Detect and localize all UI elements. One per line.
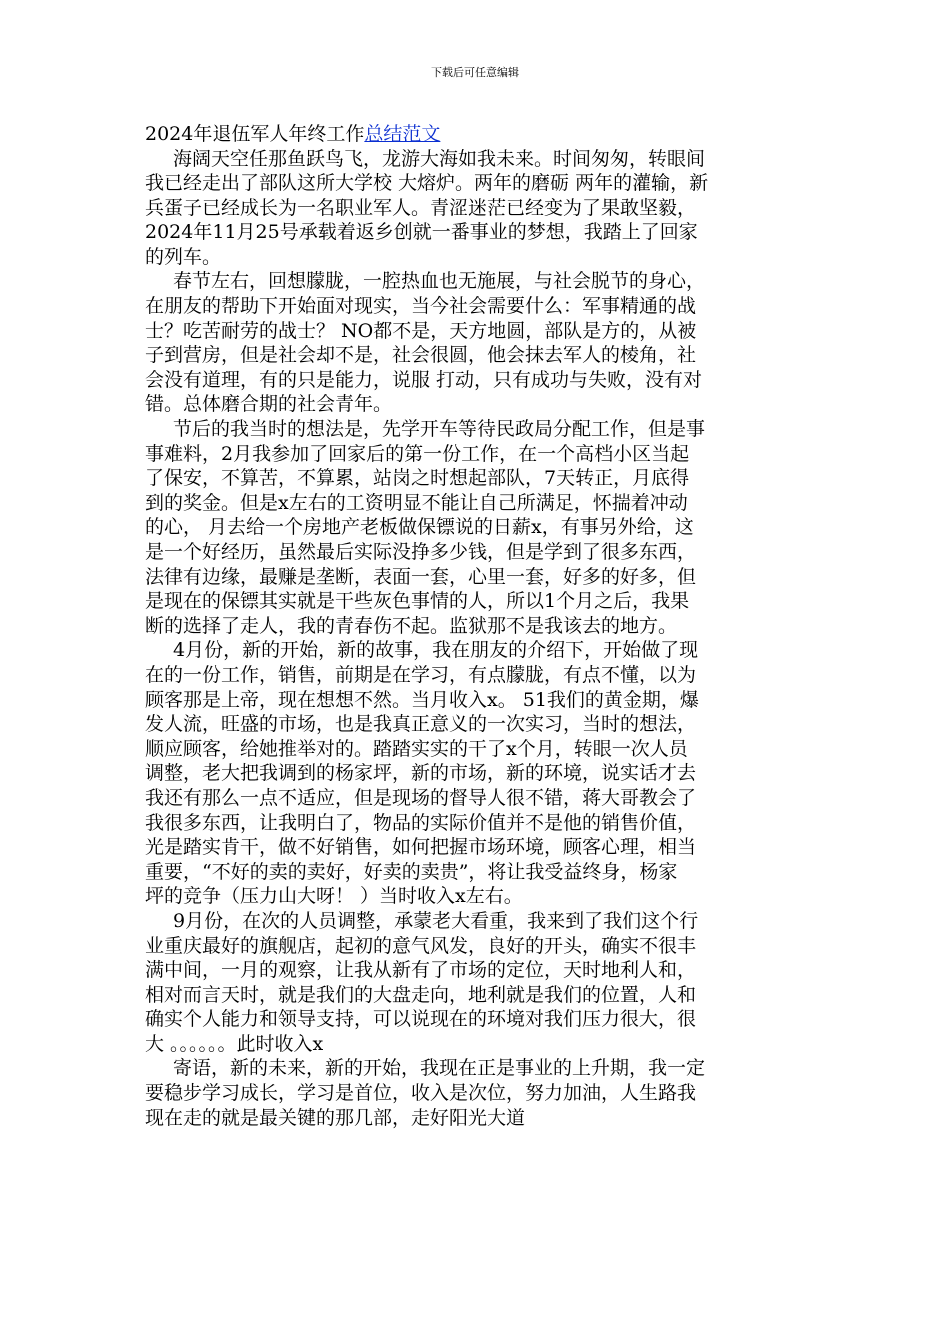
- paragraph-line: 大 。。。。。。此时收入x: [145, 1032, 324, 1055]
- paragraph-line: 相对而言天时，就是我们的大盘走向，地利就是我们的位置，人和: [145, 983, 697, 1006]
- paragraph-line: 顾客那是上帝，现在想想不然。当月收入x。 51我们的黄金期，爆: [145, 688, 699, 711]
- page-header-note: 下载后可任意编辑: [431, 66, 519, 79]
- paragraph-line: 是现在的保镖其实就是干些灰色事情的人，所以1个月之后，我果: [145, 590, 690, 613]
- paragraph-line: 在朋友的帮助下开始面对现实，当今社会需要什么：军事精通的战: [145, 295, 697, 318]
- paragraph-line: 了保安，不算苦，不算累，站岗之时想起部队，7天转正，月底得: [145, 467, 690, 490]
- paragraph-line: 到的奖金。但是x左右的工资明显不能让自己所满足，怀揣着冲动: [145, 491, 688, 514]
- paragraph-line: 的列车。: [145, 245, 222, 268]
- paragraph-line: 9月份，在次的人员调整，承蒙老大看重，我来到了我们这个行: [173, 909, 699, 932]
- paragraph-line: 重要，“不好的卖的卖好，好卖的卖贵”，将让我受益终身，杨家: [145, 860, 678, 883]
- paragraph-line: 我已经走出了部队这所大学校 大熔炉。两年的磨砺 两年的灌输，新: [145, 172, 709, 195]
- paragraph: [145, 269, 808, 417]
- paragraph: [145, 1056, 808, 1130]
- paragraph-line: 2024年11月25号承载着返乡创就一番事业的梦想，我踏上了回家: [145, 221, 698, 244]
- paragraph: [145, 417, 808, 638]
- paragraph-line: 我很多东西，让我明白了，物品的实际价值并不是他的销售价值，: [145, 811, 697, 834]
- paragraph-line: 现在走的就是最关键的那几部，走好阳光大道: [145, 1106, 526, 1129]
- paragraph-line: 光是踏实肯干，做不好销售，如何把握市场环境，顾客心理，相当: [145, 836, 697, 859]
- paragraph-line: 满中间，一月的观察，让我从新有了市场的定位，天时地利人和，: [145, 959, 697, 982]
- paragraph-line: 错。总体磨合期的社会青年。: [145, 393, 393, 416]
- paragraph-line: 顺应顾客，给她推举对的。踏踏实实的干了x个月，转眼一次人员: [145, 737, 688, 760]
- paragraph-line: 兵蛋子已经成长为一名职业军人。青涩迷茫已经变为了果敢坚毅，: [145, 196, 697, 219]
- document-title: [145, 122, 808, 147]
- paragraph: [145, 147, 808, 270]
- paragraph-line: 调整，老大把我调到的杨家坪，新的市场，新的环境，说实话才去: [145, 762, 697, 785]
- paragraph-line: 发人流，旺盛的市场，也是我真正意义的一次实习，当时的想法，: [145, 713, 697, 736]
- paragraph-line: 春节左右，回想朦胧，一腔热血也无施展，与社会脱节的身心，: [173, 270, 706, 293]
- paragraph-line: 海阔天空任那鱼跃鸟飞，龙游大海如我未来。时间匆匆，转眼间: [173, 147, 706, 170]
- paragraph-line: 事难料，2月我参加了回家后的第一份工作，在一个高档小区当起: [145, 442, 690, 465]
- paragraph-list: [145, 147, 808, 1131]
- paragraph-line: 会没有道理，有的只是能力，说服 打动，只有成功与失败，没有对: [145, 368, 703, 391]
- paragraph-line: 节后的我当时的想法是，先学开车等待民政局分配工作，但是事: [173, 418, 706, 441]
- paragraph-line: 坪的竞争（压力山大呀！ ）当时收入x左右。: [145, 885, 523, 908]
- paragraph-line: 4月份，新的开始，新的故事，我在朋友的介绍下，开始做了现: [173, 639, 699, 662]
- paragraph-line: 我还有那么一点不适应，但是现场的督导人很不错，蒋大哥教会了: [145, 786, 697, 809]
- paragraph-line: 在的一份工作，销售，前期是在学习，有点朦胧，有点不懂，以为: [145, 663, 697, 686]
- paragraph: [145, 909, 808, 1057]
- paragraph-line: 要稳步学习成长，学习是首位，收入是次位，努力加油，人生路我: [145, 1082, 697, 1105]
- paragraph-line: 断的选择了走人，我的青春伤不起。监狱那不是我该去的地方。: [145, 614, 678, 637]
- document-body: [145, 122, 808, 1130]
- paragraph: [145, 638, 808, 909]
- paragraph-line: 的心， 月去给一个房地产老板做保镖说的日薪x，有事另外给，这: [145, 516, 694, 539]
- paragraph-line: 寄语，新的未来，新的开始，我现在正是事业的上升期，我一定: [173, 1057, 706, 1080]
- paragraph-line: 业重庆最好的旗舰店，起初的意气风发，良好的开头，确实不很丰: [145, 934, 697, 957]
- paragraph-line: 子到营房，但是社会却不是，社会很圆，他会抹去军人的棱角，社: [145, 344, 697, 367]
- title-text: 2024年退伍军人年终工作: [145, 123, 365, 145]
- paragraph-line: 是一个好经历，虽然最后实际没挣多少钱，但是学到了很多东西，: [145, 541, 697, 563]
- title-link[interactable]: 总结范文: [364, 123, 441, 145]
- paragraph-line: 确实个人能力和领导支持，可以说现在的环境对我们压力很大，很: [145, 1008, 697, 1031]
- paragraph-line: 法律有边缘，最赚是垄断，表面一套，心里一套，好多的好多，但: [145, 565, 697, 588]
- paragraph-line: 士？吃苦耐劳的战士？ NO都不是，天方地圆，部队是方的，从被: [145, 319, 697, 342]
